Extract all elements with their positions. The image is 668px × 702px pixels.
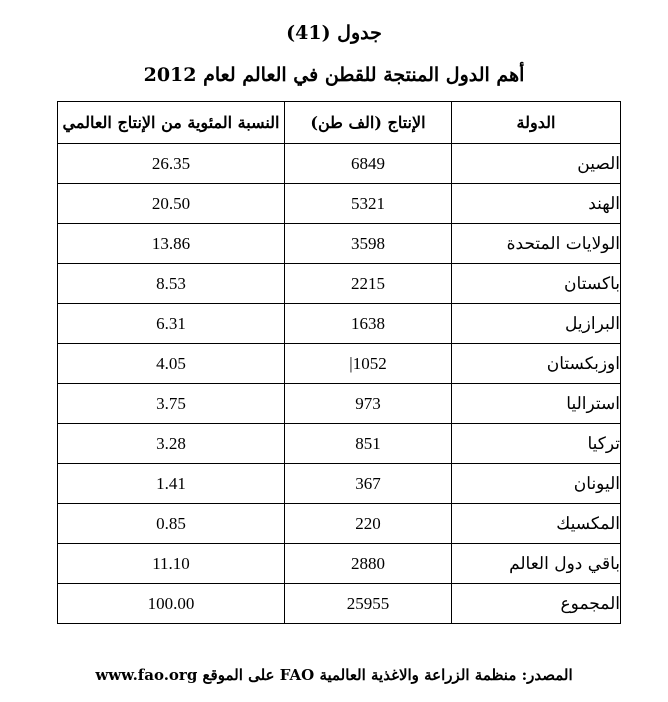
cell-production: 2880 — [285, 544, 452, 584]
cell-country: اليونان — [452, 464, 621, 504]
table-row — [58, 144, 621, 184]
cell-percent: 13.86 — [58, 224, 285, 264]
cell-percent: 0.85 — [58, 504, 285, 544]
table-row — [58, 304, 621, 344]
cell-production: 6849 — [285, 144, 452, 184]
table-row — [58, 464, 621, 504]
cell-percent: 26.35 — [58, 144, 285, 184]
cell-production: 973 — [285, 384, 452, 424]
cell-percent: 20.50 — [58, 184, 285, 224]
cell-percent: 3.75 — [58, 384, 285, 424]
cell-country: اوزبكستان — [452, 344, 621, 384]
cotton-production-table — [57, 101, 621, 624]
cell-production: 3598 — [285, 224, 452, 264]
column-header-percent: النسبة المئوية من الإنتاج العالمي — [58, 102, 285, 144]
cell-country: باكستان — [452, 264, 621, 304]
table-row — [58, 184, 621, 224]
cell-production: 851 — [285, 424, 452, 464]
cell-country: باقي دول العالم — [452, 544, 621, 584]
cell-production: 1638 — [285, 304, 452, 344]
cell-country: الصين — [452, 144, 621, 184]
cell-percent: 11.10 — [58, 544, 285, 584]
cell-percent: 6.31 — [58, 304, 285, 344]
table-row — [58, 384, 621, 424]
table-row — [58, 224, 621, 264]
cell-country: المجموع — [452, 584, 621, 624]
cell-production: 367 — [285, 464, 452, 504]
table-row — [58, 344, 621, 384]
cell-country: البرازيل — [452, 304, 621, 344]
cell-percent: 8.53 — [58, 264, 285, 304]
table-total-row — [58, 584, 621, 624]
cell-production: 1052| — [285, 344, 452, 384]
cell-country: الولايات المتحدة — [452, 224, 621, 264]
table-row — [58, 544, 621, 584]
table-row — [58, 424, 621, 464]
cell-country: استراليا — [452, 384, 621, 424]
table-title: أهم الدول المنتجة للقطن في العالم لعام 2012 — [143, 64, 525, 86]
cell-production: 5321 — [285, 184, 452, 224]
column-header-production: الإنتاج (الف طن) — [285, 102, 452, 144]
cell-percent: 4.05 — [58, 344, 285, 384]
source-note: المصدر: منظمة الزراعة والاغذية العالمية FAO على الموقع www.fao.org — [95, 666, 573, 684]
table-header-row — [58, 102, 621, 144]
cell-country: الهند — [452, 184, 621, 224]
cell-production: 220 — [285, 504, 452, 544]
table-number: جدول (41) — [286, 22, 382, 44]
cell-country: المكسيك — [452, 504, 621, 544]
column-header-country: الدولة — [452, 102, 621, 144]
cell-production: 2215 — [285, 264, 452, 304]
cell-percent: 1.41 — [58, 464, 285, 504]
cell-country: تركيا — [452, 424, 621, 464]
table-row — [58, 264, 621, 304]
table-row — [58, 504, 621, 544]
cell-percent: 3.28 — [58, 424, 285, 464]
cell-production: 25955 — [285, 584, 452, 624]
cell-percent: 100.00 — [58, 584, 285, 624]
